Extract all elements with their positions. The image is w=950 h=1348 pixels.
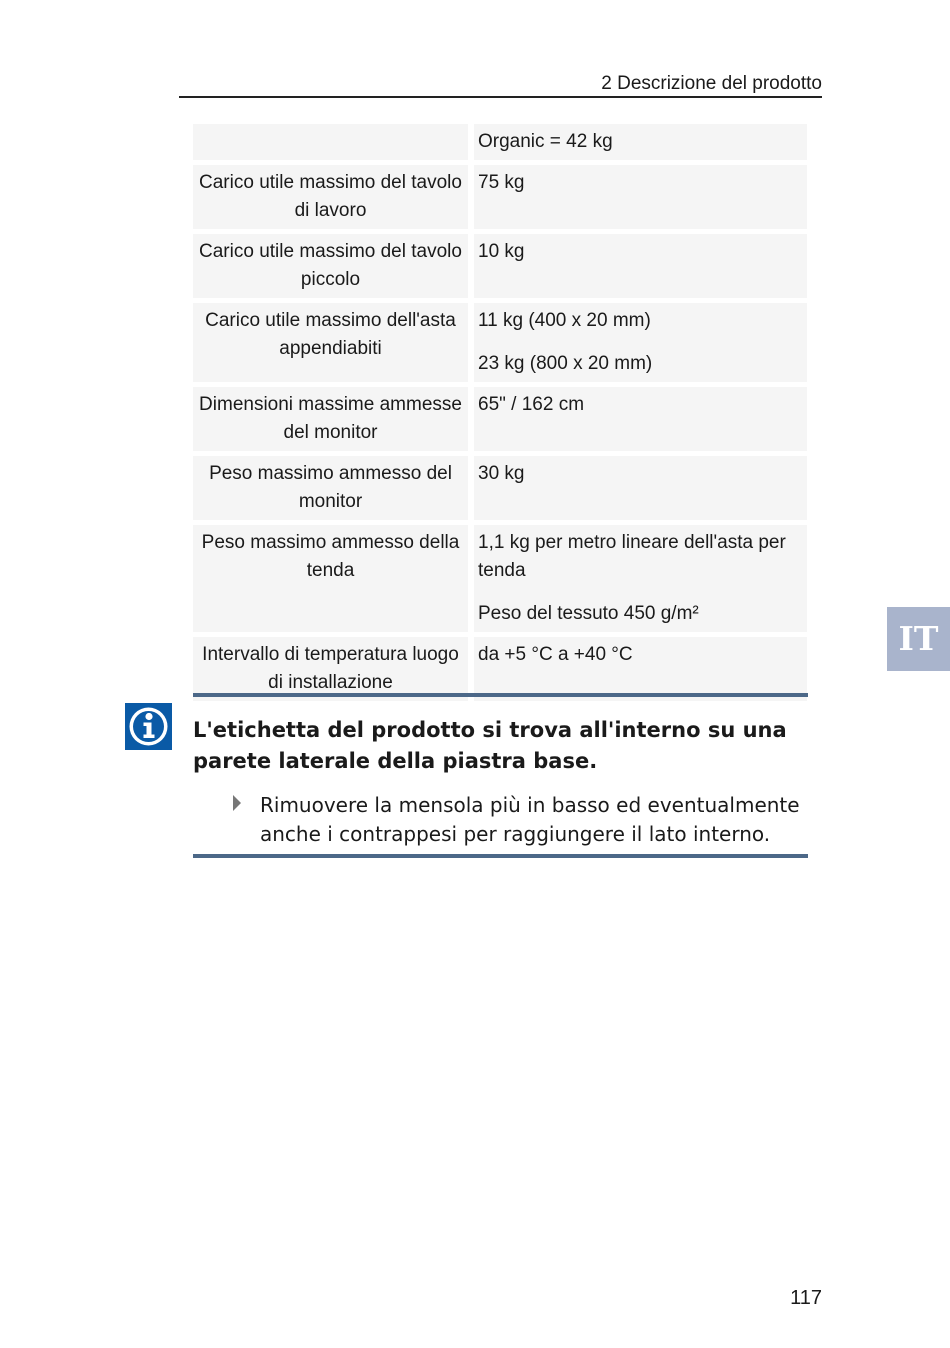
- value-line: 1,1 kg per metro lineare dell'asta per tenda: [478, 532, 786, 581]
- info-note-title: L'etichetta del prodotto si trova all'interno su una parete laterale della piastra base.: [193, 718, 787, 773]
- triangle-bullet-icon: [232, 794, 242, 812]
- row-value: [474, 637, 807, 701]
- info-icon: [125, 703, 172, 750]
- row-label: Intervallo di temperatura luogo di installazione: [193, 637, 468, 701]
- value-line: 23 kg (800 x 20 mm): [478, 353, 653, 374]
- table-row: [193, 234, 807, 298]
- row-label: Dimensioni massime ammesse del monitor: [193, 387, 468, 451]
- row-value: [474, 234, 807, 298]
- row-label: Peso massimo ammesso della tenda: [193, 525, 468, 632]
- row-value: [474, 525, 807, 632]
- spec-table: [193, 124, 807, 701]
- row-label: [193, 124, 468, 160]
- table-row: [193, 165, 807, 229]
- row-label: Carico utile massimo del tavolo piccolo: [193, 234, 468, 298]
- value-line: da +5 °C a +40 °C: [478, 644, 633, 665]
- value-line: Peso del tessuto 450 g/m²: [478, 603, 699, 624]
- info-note: [193, 693, 808, 858]
- instruction-text: Rimuovere la mensola più in basso ed eventualmente anche i contrappesi per raggiungere il lato interno.: [260, 793, 800, 846]
- table-row: [193, 124, 807, 160]
- language-tab: [887, 607, 950, 671]
- table-row: [193, 637, 807, 701]
- value-line: 10 kg: [478, 241, 525, 262]
- value-line: 11 kg (400 x 20 mm): [478, 310, 651, 331]
- language-tab-label: IT: [898, 619, 939, 658]
- table-row: [193, 387, 807, 451]
- page-header: [179, 72, 822, 98]
- table-row: [193, 303, 807, 382]
- row-label: Carico utile massimo del tavolo di lavoro: [193, 165, 468, 229]
- row-value: [474, 124, 807, 160]
- row-value: [474, 387, 807, 451]
- row-value: [474, 165, 807, 229]
- table-row: [193, 525, 807, 632]
- value-line: 65" / 162 cm: [478, 394, 585, 415]
- table-row: [193, 456, 807, 520]
- row-value: [474, 456, 807, 520]
- row-label: Peso massimo ammesso del monitor: [193, 456, 468, 520]
- section-title: 2 Descrizione del prodotto: [601, 73, 822, 94]
- row-label: Carico utile massimo dell'asta appendiabiti: [193, 303, 468, 382]
- row-value: [474, 303, 807, 382]
- page-number: 117: [790, 1287, 822, 1309]
- value-line: Organic = 42 kg: [478, 131, 613, 152]
- value-line: 30 kg: [478, 463, 525, 484]
- value-line: 75 kg: [478, 172, 525, 193]
